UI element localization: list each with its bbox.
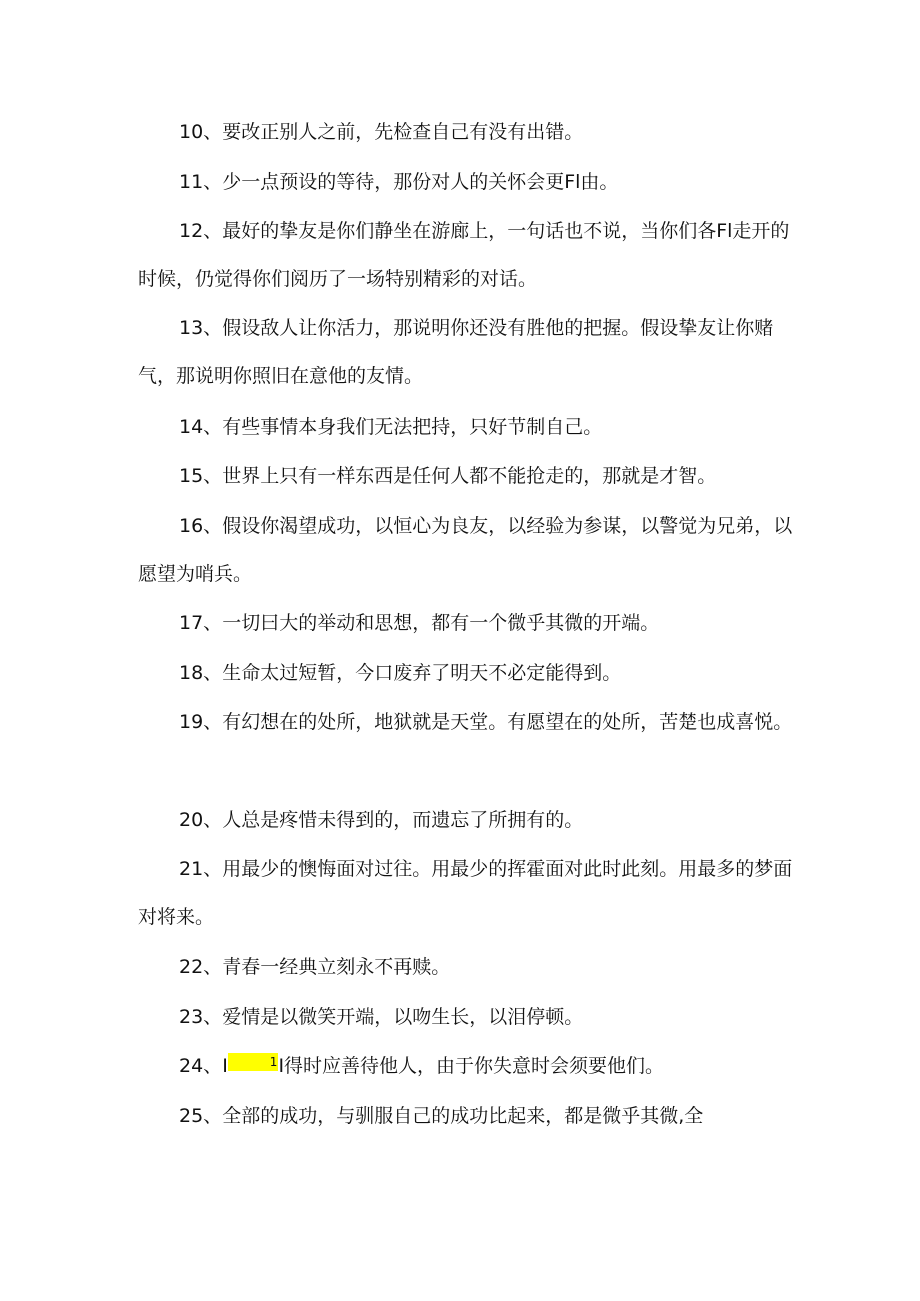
paragraph-number: 21、	[179, 858, 223, 880]
paragraph-18	[138, 649, 793, 697]
paragraph-17	[138, 599, 793, 647]
paragraph-number: 20、	[179, 809, 223, 831]
paragraph-number: 24、	[179, 1055, 223, 1077]
paragraph-text: 生命太过短暂，今口废弃了明天不必定能得到。	[222, 662, 622, 684]
paragraph-number: 17、	[179, 612, 223, 634]
paragraph-22	[138, 943, 793, 991]
paragraph-16	[138, 502, 793, 598]
paragraph-text: I得时应善待他人，由于你失意时会须要他们。	[278, 1055, 665, 1077]
paragraph-number: 10、	[179, 121, 223, 143]
paragraph-text: 要改正别人之前，先检查自己有没有出错。	[222, 121, 584, 143]
paragraph-text: 用最少的懊悔面对过往。用最少的挥霍面对此时此刻。用最多的梦面对将来。	[138, 858, 793, 928]
paragraph-number: 25、	[179, 1105, 223, 1127]
paragraph-text: 爱情是以微笑开端，以吻生长，以泪停顿。	[222, 1006, 584, 1028]
paragraph-13	[138, 304, 793, 400]
paragraph-text: 少一点预设的等待，那份对人的关怀会更Fl由。	[222, 171, 619, 193]
paragraph-text: 有些事情本身我们无法把持，只好节制自己。	[222, 416, 603, 438]
paragraph-number: 13、	[179, 317, 223, 339]
paragraph-number: 14、	[179, 416, 223, 438]
paragraph-number: 16、	[179, 515, 223, 537]
highlight-mark: 1	[228, 1053, 279, 1071]
paragraph-text: 全部的成功，与驯服自己的成功比起来，都是微乎其微,全	[222, 1105, 704, 1127]
paragraph-number: 22、	[179, 956, 223, 978]
paragraph-prefix: I	[222, 1055, 228, 1077]
paragraph-text: 人总是疼惜未得到的，而遗忘了所拥有的。	[222, 809, 584, 831]
paragraph-11	[138, 158, 793, 206]
paragraph-24	[138, 1042, 793, 1090]
paragraph-number: 19、	[179, 711, 223, 733]
paragraph-text: 青春一经典立刻永不再赎。	[222, 956, 451, 978]
paragraph-number: 23、	[179, 1006, 223, 1028]
paragraph-number: 11、	[179, 171, 223, 193]
paragraph-19	[138, 698, 793, 746]
paragraph-number: 12、	[179, 220, 223, 242]
paragraph-20	[138, 796, 793, 844]
paragraph-text: 最好的挚友是你们静坐在游廊上，一句话也不说，当你们各Fl走开的时候，仍觉得你们阅历了一场特别精彩的对话。	[138, 220, 790, 290]
paragraph-10	[138, 108, 793, 156]
paragraph-number: 18、	[179, 662, 223, 684]
paragraph-21	[138, 845, 793, 941]
paragraph-23	[138, 993, 793, 1041]
paragraph-25	[138, 1092, 793, 1140]
paragraph-15	[138, 452, 793, 500]
paragraph-text: 假设你渴望成功，以恒心为良友，以经验为参谋，以警觉为兄弟，以愿望为哨兵。	[138, 515, 793, 585]
paragraph-text: 世界上只有一样东西是任何人都不能抢走的，那就是才智。	[222, 465, 717, 487]
paragraph-text: 有幻想在的处所，地狱就是天堂。有愿望在的处所，苦楚也成喜悦。	[222, 711, 793, 733]
paragraph-14	[138, 403, 793, 451]
paragraph-text: 假设敌人让你活力，那说明你还没有胜他的把握。假设挚友让你赌气，那说明你照旧在意他的友情。	[138, 317, 774, 387]
paragraph-text: 一切曰大的举动和思想，都有一个微乎其微的开端。	[222, 612, 660, 634]
paragraph-12	[138, 207, 793, 303]
paragraph-number: 15、	[179, 465, 223, 487]
